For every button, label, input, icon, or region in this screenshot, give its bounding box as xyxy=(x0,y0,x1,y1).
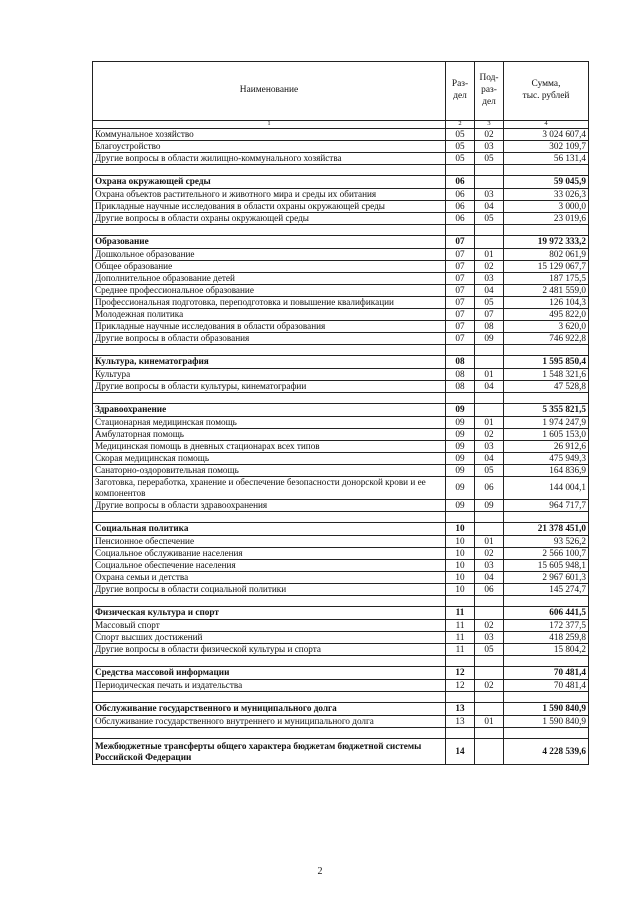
row-name: Средства массовой информации xyxy=(93,667,446,680)
row-subsection-code xyxy=(475,607,504,620)
row-subsection-code: 07 xyxy=(475,309,504,321)
empty-cell xyxy=(504,692,589,703)
row-section-code: 11 xyxy=(446,607,475,620)
table-row xyxy=(93,201,589,213)
row-name: Образование xyxy=(93,236,446,249)
row-section-code: 13 xyxy=(446,703,475,716)
row-sum: 70 481,4 xyxy=(504,667,589,680)
section-total-row xyxy=(93,523,589,536)
row-sum: 2 967 601,3 xyxy=(504,572,589,584)
empty-cell xyxy=(93,393,446,404)
row-sum: 70 481,4 xyxy=(504,680,589,692)
row-section-code: 12 xyxy=(446,680,475,692)
empty-cell xyxy=(475,692,504,703)
row-name: Социальное обеспечение населения xyxy=(93,560,446,572)
section-total-row xyxy=(93,703,589,716)
row-section-code: 07 xyxy=(446,236,475,249)
row-section-code: 09 xyxy=(446,441,475,453)
header-row xyxy=(93,62,589,121)
row-subsection-code: 02 xyxy=(475,680,504,692)
empty-cell xyxy=(504,345,589,356)
row-subsection-code: 09 xyxy=(475,333,504,345)
row-name: Другие вопросы в области социальной политики xyxy=(93,584,446,596)
table-row xyxy=(93,213,589,225)
empty-cell xyxy=(93,656,446,667)
empty-cell xyxy=(93,165,446,176)
row-sum: 21 378 451,0 xyxy=(504,523,589,536)
row-sum: 23 019,6 xyxy=(504,213,589,225)
row-section-code: 05 xyxy=(446,129,475,141)
row-name: Стационарная медицинская помощь xyxy=(93,417,446,429)
table-row xyxy=(93,620,589,632)
row-name: Молодежная политика xyxy=(93,309,446,321)
row-subsection-code: 02 xyxy=(475,261,504,273)
table-row xyxy=(93,584,589,596)
row-section-code: 10 xyxy=(446,572,475,584)
table-row xyxy=(93,465,589,477)
header-name: Наименование xyxy=(93,62,446,121)
row-name: Обслуживание государственного внутреннего и муниципального долга xyxy=(93,716,446,728)
section-total-row xyxy=(93,356,589,369)
row-section-code: 07 xyxy=(446,297,475,309)
row-subsection-code: 05 xyxy=(475,297,504,309)
row-sum: 126 104,3 xyxy=(504,297,589,309)
row-sum: 1 590 840,9 xyxy=(504,716,589,728)
table-row xyxy=(93,297,589,309)
row-section-code: 07 xyxy=(446,249,475,261)
row-sum: 26 912,6 xyxy=(504,441,589,453)
row-name: Культура xyxy=(93,369,446,381)
row-section-code: 08 xyxy=(446,356,475,369)
empty-cell xyxy=(93,596,446,607)
row-subsection-code: 06 xyxy=(475,584,504,596)
row-name: Медицинская помощь в дневных стационарах всех типов xyxy=(93,441,446,453)
row-section-code: 09 xyxy=(446,404,475,417)
table-row xyxy=(93,441,589,453)
empty-cell xyxy=(504,596,589,607)
row-subsection-code xyxy=(475,176,504,189)
row-section-code: 11 xyxy=(446,620,475,632)
budget-table xyxy=(92,61,589,765)
row-subsection-code: 03 xyxy=(475,441,504,453)
table-row xyxy=(93,285,589,297)
table-row xyxy=(93,560,589,572)
row-section-code: 07 xyxy=(446,285,475,297)
empty-cell xyxy=(475,393,504,404)
row-subsection-code xyxy=(475,404,504,417)
empty-cell xyxy=(475,225,504,236)
empty-cell xyxy=(93,345,446,356)
row-name: Скорая медицинская помощь xyxy=(93,453,446,465)
row-subsection-code: 05 xyxy=(475,213,504,225)
table-row xyxy=(93,333,589,345)
section-total-row xyxy=(93,176,589,189)
row-subsection-code: 08 xyxy=(475,321,504,333)
row-subsection-code: 04 xyxy=(475,381,504,393)
row-sum: 964 717,7 xyxy=(504,500,589,512)
row-name: Санаторно-оздоровительная помощь xyxy=(93,465,446,477)
empty-cell xyxy=(475,728,504,739)
row-section-code: 09 xyxy=(446,477,475,500)
table-row xyxy=(93,429,589,441)
section-total-row xyxy=(93,404,589,417)
empty-cell xyxy=(446,393,475,404)
spacer-row xyxy=(93,165,589,176)
row-name: Дополнительное образование детей xyxy=(93,273,446,285)
row-sum: 145 274,7 xyxy=(504,584,589,596)
spacer-row xyxy=(93,596,589,607)
row-section-code: 06 xyxy=(446,213,475,225)
header-sum: Сумма, тыс. рублей xyxy=(504,62,589,121)
table-row xyxy=(93,500,589,512)
table-row xyxy=(93,141,589,153)
row-name: Периодическая печать и издательства xyxy=(93,680,446,692)
row-section-code: 05 xyxy=(446,141,475,153)
row-subsection-code: 02 xyxy=(475,129,504,141)
row-sum: 93 526,2 xyxy=(504,536,589,548)
row-subsection-code: 03 xyxy=(475,273,504,285)
row-section-code: 10 xyxy=(446,536,475,548)
row-name: Охрана объектов растительного и животного мира и среды их обитания xyxy=(93,189,446,201)
row-sum: 1 590 840,9 xyxy=(504,703,589,716)
row-sum: 3 000,0 xyxy=(504,201,589,213)
row-subsection-code: 01 xyxy=(475,536,504,548)
row-name: Общее образование xyxy=(93,261,446,273)
row-name: Межбюджетные трансферты общего характера бюджетам бюджетной системы Российской Федерации xyxy=(93,739,446,765)
row-sum: 15 129 067,7 xyxy=(504,261,589,273)
row-name: Среднее профессиональное образование xyxy=(93,285,446,297)
row-section-code: 05 xyxy=(446,153,475,165)
table-row xyxy=(93,477,589,500)
column-number: 4 xyxy=(504,121,589,129)
table-row xyxy=(93,129,589,141)
empty-cell xyxy=(475,165,504,176)
table-row xyxy=(93,632,589,644)
row-section-code: 09 xyxy=(446,500,475,512)
row-section-code: 10 xyxy=(446,523,475,536)
table-row xyxy=(93,153,589,165)
row-subsection-code: 03 xyxy=(475,189,504,201)
table-row xyxy=(93,261,589,273)
empty-cell xyxy=(446,512,475,523)
row-section-code: 07 xyxy=(446,309,475,321)
row-sum: 172 377,5 xyxy=(504,620,589,632)
row-subsection-code: 02 xyxy=(475,620,504,632)
row-name: Социальная политика xyxy=(93,523,446,536)
row-name: Культура, кинематография xyxy=(93,356,446,369)
table-row xyxy=(93,680,589,692)
row-section-code: 09 xyxy=(446,417,475,429)
row-name: Охрана семьи и детства xyxy=(93,572,446,584)
column-number: 3 xyxy=(475,121,504,129)
empty-cell xyxy=(93,225,446,236)
spacer-row xyxy=(93,692,589,703)
row-name: Коммунальное хозяйство xyxy=(93,129,446,141)
row-subsection-code: 04 xyxy=(475,453,504,465)
row-subsection-code: 02 xyxy=(475,429,504,441)
row-sum: 2 566 100,7 xyxy=(504,548,589,560)
row-subsection-code xyxy=(475,236,504,249)
row-subsection-code: 01 xyxy=(475,369,504,381)
row-subsection-code: 01 xyxy=(475,716,504,728)
empty-cell xyxy=(504,393,589,404)
row-sum: 3 620,0 xyxy=(504,321,589,333)
header-subsection: Под- раз- дел xyxy=(475,62,504,121)
row-subsection-code: 06 xyxy=(475,477,504,500)
row-subsection-code: 05 xyxy=(475,153,504,165)
empty-cell xyxy=(504,512,589,523)
row-sum: 19 972 333,2 xyxy=(504,236,589,249)
row-section-code: 07 xyxy=(446,261,475,273)
table-row xyxy=(93,536,589,548)
spacer-row xyxy=(93,225,589,236)
empty-cell xyxy=(504,728,589,739)
empty-cell xyxy=(504,656,589,667)
empty-cell xyxy=(93,728,446,739)
row-sum: 1 605 153,0 xyxy=(504,429,589,441)
section-total-row xyxy=(93,236,589,249)
empty-cell xyxy=(475,656,504,667)
row-section-code: 07 xyxy=(446,321,475,333)
row-name: Физическая культура и спорт xyxy=(93,607,446,620)
empty-cell xyxy=(504,165,589,176)
row-subsection-code: 03 xyxy=(475,141,504,153)
empty-cell xyxy=(446,345,475,356)
row-sum: 5 355 821,5 xyxy=(504,404,589,417)
row-sum: 495 822,0 xyxy=(504,309,589,321)
row-name: Прикладные научные исследования в области образования xyxy=(93,321,446,333)
empty-cell xyxy=(446,165,475,176)
row-section-code: 11 xyxy=(446,644,475,656)
row-subsection-code: 05 xyxy=(475,644,504,656)
header-section: Раз- дел xyxy=(446,62,475,121)
row-sum: 47 528,8 xyxy=(504,381,589,393)
row-section-code: 11 xyxy=(446,632,475,644)
row-sum: 1 974 247,9 xyxy=(504,417,589,429)
row-section-code: 06 xyxy=(446,201,475,213)
table-row xyxy=(93,572,589,584)
row-sum: 1 595 850,4 xyxy=(504,356,589,369)
table-row xyxy=(93,417,589,429)
row-subsection-code: 01 xyxy=(475,249,504,261)
row-name: Спорт высших достижений xyxy=(93,632,446,644)
row-subsection-code xyxy=(475,523,504,536)
empty-cell xyxy=(446,656,475,667)
row-subsection-code: 01 xyxy=(475,417,504,429)
row-section-code: 06 xyxy=(446,189,475,201)
row-sum: 1 548 321,6 xyxy=(504,369,589,381)
row-sum: 33 026,3 xyxy=(504,189,589,201)
row-subsection-code: 02 xyxy=(475,548,504,560)
row-name: Дошкольное образование xyxy=(93,249,446,261)
spacer-row xyxy=(93,728,589,739)
spacer-row xyxy=(93,345,589,356)
section-total-row xyxy=(93,607,589,620)
table-body xyxy=(93,129,589,765)
table-row xyxy=(93,381,589,393)
row-sum: 475 949,3 xyxy=(504,453,589,465)
row-section-code: 10 xyxy=(446,560,475,572)
row-sum: 15 804,2 xyxy=(504,644,589,656)
row-sum: 59 045,9 xyxy=(504,176,589,189)
row-section-code: 07 xyxy=(446,273,475,285)
table-row xyxy=(93,321,589,333)
row-sum: 144 004,1 xyxy=(504,477,589,500)
table-row xyxy=(93,548,589,560)
table-row xyxy=(93,716,589,728)
empty-cell xyxy=(446,225,475,236)
row-sum: 802 061,9 xyxy=(504,249,589,261)
empty-cell xyxy=(475,512,504,523)
row-name: Здравоохранение xyxy=(93,404,446,417)
row-sum: 164 836,9 xyxy=(504,465,589,477)
row-name: Заготовка, переработка, хранение и обеспечение безопасности донорской крови и ее компонентов xyxy=(93,477,446,500)
row-name: Другие вопросы в области жилищно-коммунального хозяйства xyxy=(93,153,446,165)
page-number: 2 xyxy=(317,866,323,877)
table-row xyxy=(93,369,589,381)
section-total-row xyxy=(93,667,589,680)
row-section-code: 14 xyxy=(446,739,475,765)
row-subsection-code: 04 xyxy=(475,572,504,584)
row-section-code: 13 xyxy=(446,716,475,728)
row-sum: 3 024 607,4 xyxy=(504,129,589,141)
row-name: Другие вопросы в области охраны окружающей среды xyxy=(93,213,446,225)
section-total-row xyxy=(93,739,589,765)
row-sum: 2 481 559,0 xyxy=(504,285,589,297)
column-numbers-row xyxy=(93,121,589,129)
table-row xyxy=(93,249,589,261)
row-subsection-code xyxy=(475,703,504,716)
row-section-code: 09 xyxy=(446,453,475,465)
empty-cell xyxy=(93,512,446,523)
row-sum: 302 109,7 xyxy=(504,141,589,153)
row-subsection-code xyxy=(475,739,504,765)
row-sum: 4 228 539,6 xyxy=(504,739,589,765)
row-section-code: 12 xyxy=(446,667,475,680)
row-name: Другие вопросы в области культуры, кинематографии xyxy=(93,381,446,393)
table-row xyxy=(93,189,589,201)
empty-cell xyxy=(446,728,475,739)
table-row xyxy=(93,273,589,285)
row-section-code: 09 xyxy=(446,465,475,477)
row-subsection-code: 03 xyxy=(475,560,504,572)
spacer-row xyxy=(93,393,589,404)
row-name: Пенсионное обеспечение xyxy=(93,536,446,548)
row-subsection-code: 04 xyxy=(475,201,504,213)
row-name: Профессиональная подготовка, переподготовка и повышение квалификации xyxy=(93,297,446,309)
row-subsection-code: 03 xyxy=(475,632,504,644)
row-name: Другие вопросы в области физической культуры и спорта xyxy=(93,644,446,656)
row-subsection-code: 05 xyxy=(475,465,504,477)
row-section-code: 06 xyxy=(446,176,475,189)
table-row xyxy=(93,644,589,656)
spacer-row xyxy=(93,656,589,667)
row-name: Обслуживание государственного и муниципального долга xyxy=(93,703,446,716)
row-name: Массовый спорт xyxy=(93,620,446,632)
row-sum: 187 175,5 xyxy=(504,273,589,285)
empty-cell xyxy=(475,596,504,607)
row-subsection-code: 09 xyxy=(475,500,504,512)
row-name: Благоустройство xyxy=(93,141,446,153)
table-row xyxy=(93,309,589,321)
column-number: 2 xyxy=(446,121,475,129)
row-section-code: 07 xyxy=(446,333,475,345)
empty-cell xyxy=(446,596,475,607)
empty-cell xyxy=(93,692,446,703)
row-section-code: 10 xyxy=(446,584,475,596)
table-row xyxy=(93,453,589,465)
row-name: Прикладные научные исследования в области охраны окружающей среды xyxy=(93,201,446,213)
row-section-code: 10 xyxy=(446,548,475,560)
row-subsection-code xyxy=(475,356,504,369)
row-sum: 15 605 948,1 xyxy=(504,560,589,572)
row-section-code: 08 xyxy=(446,381,475,393)
row-name: Социальное обслуживание населения xyxy=(93,548,446,560)
column-number: 1 xyxy=(93,121,446,129)
row-subsection-code: 04 xyxy=(475,285,504,297)
row-sum: 418 259,8 xyxy=(504,632,589,644)
row-sum: 56 131,4 xyxy=(504,153,589,165)
row-name: Охрана окружающей среды xyxy=(93,176,446,189)
row-subsection-code xyxy=(475,667,504,680)
spacer-row xyxy=(93,512,589,523)
empty-cell xyxy=(446,692,475,703)
row-name: Другие вопросы в области здравоохранения xyxy=(93,500,446,512)
row-name: Амбулаторная помощь xyxy=(93,429,446,441)
row-sum: 746 922,8 xyxy=(504,333,589,345)
row-section-code: 08 xyxy=(446,369,475,381)
empty-cell xyxy=(475,345,504,356)
row-sum: 606 441,5 xyxy=(504,607,589,620)
row-section-code: 09 xyxy=(446,429,475,441)
row-name: Другие вопросы в области образования xyxy=(93,333,446,345)
empty-cell xyxy=(504,225,589,236)
